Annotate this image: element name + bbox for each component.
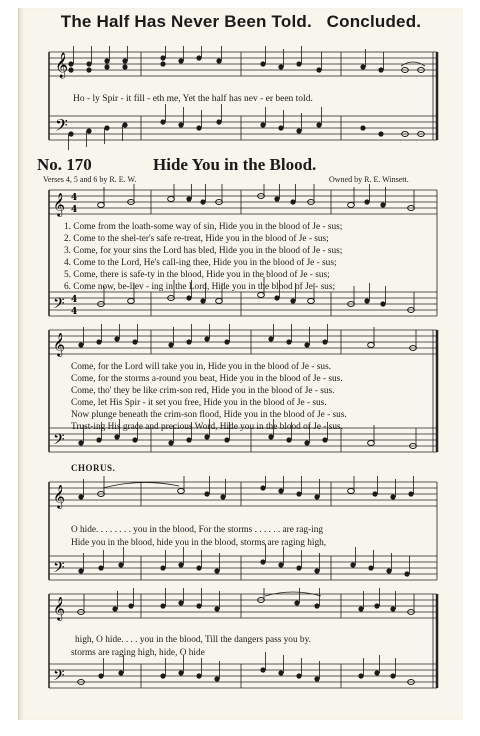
svg-text:𝄞: 𝄞 <box>53 332 65 356</box>
svg-text:4: 4 <box>71 307 78 317</box>
verse-line: Come, for the storms a-round you beat, Hide you in the blood of Je - sus. <box>71 374 343 384</box>
chorus-lyric-line: Hide you in the blood, hide you in the blood, storms are raging high, <box>71 538 327 548</box>
verse-line: 6. Come now, be-liev - ing in the Lord, Hide you in the blood of Je - sus; <box>64 282 336 292</box>
chorus-lyric-line: O hide. . . . . . . . you in the blood, For the storms . . . . . . are rag-ing <box>71 525 324 535</box>
chorus-lyric-line: storms are raging high, hide, O hide <box>71 648 205 658</box>
chorus-lyric-line: high, O hide. . . . you in the blood, Till the dangers pass you by. <box>75 635 311 645</box>
verse-line: Come, let His Spir - it set you free, Hide you in the blood of Je - sus. <box>71 398 327 408</box>
svg-text:𝄢: 𝄢 <box>53 295 65 316</box>
svg-text:4: 4 <box>71 193 78 203</box>
previous-hymn-title: The Half Has Never Been Told. <box>60 12 312 31</box>
svg-text:𝄞: 𝄞 <box>53 596 65 620</box>
hymn-title: Hide You in the Blood. <box>153 155 317 174</box>
verse-credit: Verses 4, 5 and 6 by R. E. W. <box>43 175 137 184</box>
svg-text:4: 4 <box>71 205 78 215</box>
svg-text:𝄢: 𝄢 <box>55 115 68 139</box>
verse-line: 5. Come, there is safe-ty in the blood, Hide you in the blood of Je - sus; <box>64 270 330 280</box>
svg-text:𝄢: 𝄢 <box>53 431 65 452</box>
svg-text:𝄞: 𝄞 <box>53 484 65 508</box>
verse-line: 2. Come to the shel-ter's safe re-treat, Hide you in the blood of Je - sus; <box>64 234 329 244</box>
svg-text:𝄞: 𝄞 <box>53 192 65 216</box>
svg-text:𝄢: 𝄢 <box>53 667 65 688</box>
page-header <box>19 12 463 32</box>
svg-text:𝄢: 𝄢 <box>53 559 65 580</box>
hymn-number: No. 170 <box>37 155 92 174</box>
concluded-label: Concluded. <box>326 12 422 31</box>
chorus-label: CHORUS. <box>71 463 116 473</box>
previous-hymn-lyric: Ho - ly Spir - it fill - eth me, Yet the half has nev - er been told. <box>73 94 313 104</box>
hymnal-page <box>18 8 463 720</box>
svg-text:𝄞: 𝄞 <box>55 53 69 78</box>
copyright-owner: Owned by R. E. Winsett. <box>329 175 409 184</box>
verse-line: Now plunge beneath the crim-son flood, Hide you in the blood of Je - sus. <box>71 410 347 420</box>
verse-line: 4. Come to the Lord, He's call-ing thee, Hide you in the blood of Je - sus; <box>64 258 337 268</box>
svg-text:4: 4 <box>71 295 78 305</box>
verse-line: Come, tho' they be like crim-son red, Hide you in the blood of Je - sus. <box>71 386 335 396</box>
verse-line: 1. Come from the loath-some way of sin, Hide you in the blood of Je - sus; <box>64 222 343 232</box>
verse-line: Come, for the Lord will take you in, Hide you in the blood of Je - sus. <box>71 362 332 372</box>
verse-line: Trust-ing His grace and precious Word, Hide you in the blood of Je - sus. <box>71 422 343 432</box>
verse-line: 3. Come, for your sins the Lord has bled, Hide you in the blood of Je - sus; <box>64 246 343 256</box>
